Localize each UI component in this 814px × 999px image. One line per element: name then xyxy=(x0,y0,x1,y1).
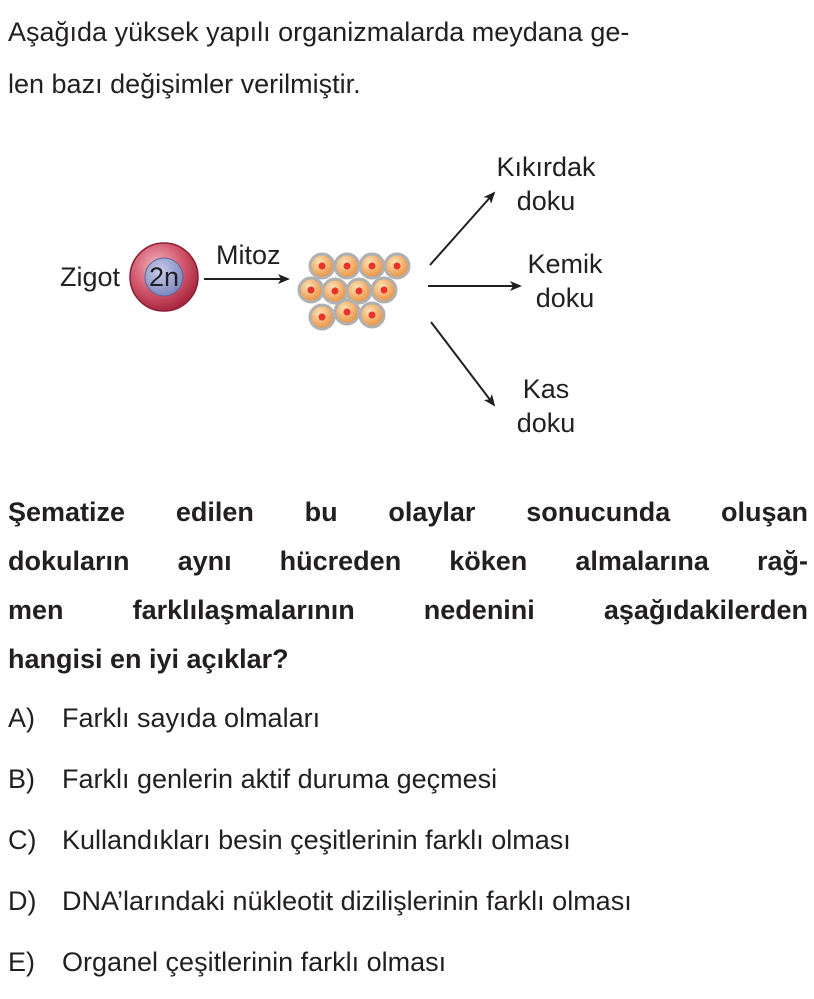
option-letter: D) xyxy=(8,886,37,916)
cartilage-tissue-label: Kıkırdak doku xyxy=(496,152,596,216)
intro-text xyxy=(8,6,808,110)
option-b[interactable] xyxy=(8,755,808,816)
option-text: Farklı sayıda olmaları xyxy=(62,703,321,733)
option-letter: E) xyxy=(8,947,35,977)
cell-icon xyxy=(335,300,359,324)
question-line-2: dokuların aynı hücreden köken almalarına rağ- xyxy=(8,546,808,576)
option-e[interactable] xyxy=(8,938,808,999)
option-text: Organel çeşitlerinin farklı olması xyxy=(62,947,447,977)
muscle-tissue-label: Kas doku xyxy=(516,374,576,438)
cell-icon xyxy=(299,278,323,302)
cell-icon xyxy=(335,254,359,278)
cell-icon xyxy=(310,305,334,329)
arrow-to-muscle xyxy=(431,322,494,405)
option-a[interactable] xyxy=(8,694,808,755)
diagram-graphics xyxy=(0,140,814,460)
question-stem xyxy=(8,488,808,684)
option-letter: A) xyxy=(8,703,35,733)
option-text: Kullandıkları besin çeşitlerinin farklı olması xyxy=(62,825,571,855)
cell-differentiation-diagram xyxy=(0,140,814,460)
chromosome-label: 2n xyxy=(149,262,180,292)
option-d[interactable] xyxy=(8,877,808,938)
intro-line-2: len bazı değişimler verilmiştir. xyxy=(8,69,361,99)
cell-icon xyxy=(310,254,334,278)
option-letter: B) xyxy=(8,764,35,794)
option-text: Farklı genlerin aktif duruma geçmesi xyxy=(62,764,498,794)
question-line-3: men farklılaşmalarının nedenini aşağıdakilerden xyxy=(8,595,808,625)
answer-options xyxy=(8,694,808,999)
question-line-4: hangisi en iyi açıklar? xyxy=(8,644,289,674)
option-c[interactable] xyxy=(8,816,808,877)
cell-icon xyxy=(372,278,396,302)
option-text: DNA’larındaki nükleotit dizilişlerinin farklı olması xyxy=(62,886,632,916)
dividing-cells-cluster xyxy=(299,254,409,329)
cell-icon xyxy=(360,303,384,327)
mitosis-label: Mitoz xyxy=(216,240,281,270)
zygote-label: Zigot xyxy=(60,262,121,292)
cell-icon xyxy=(385,254,409,278)
question-line-1: Şematize edilen bu olaylar sonucunda oluşan xyxy=(8,497,808,527)
option-letter: C) xyxy=(8,825,37,855)
intro-line-1: Aşağıda yüksek yapılı organizmalarda meydana ge- xyxy=(8,17,630,47)
bone-tissue-label: Kemik doku xyxy=(527,249,603,313)
cell-icon xyxy=(360,254,384,278)
